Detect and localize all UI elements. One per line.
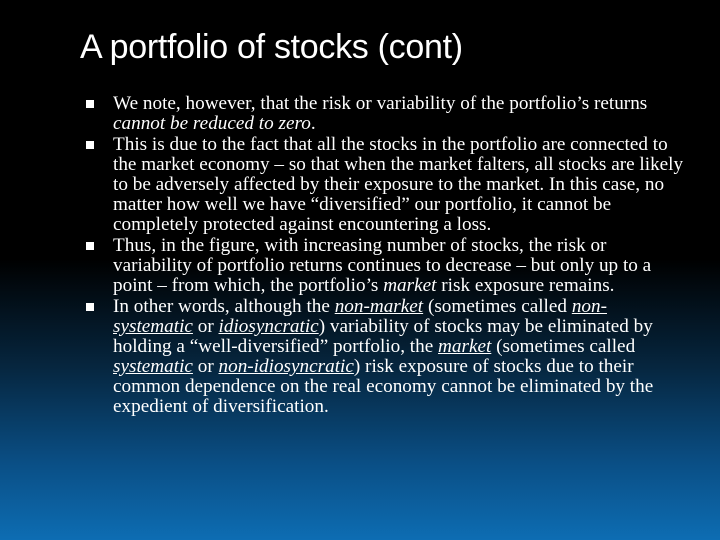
bullet-item xyxy=(86,297,686,417)
bullet-text-run: Thus, in the figure, with increasing number of stocks, the risk or variability of portfolio returns continues to decrease – but only up to a point – from which, the portfolio’s xyxy=(113,235,652,296)
bullet-square-icon xyxy=(86,100,94,108)
bullet-text-run: non-systematic xyxy=(113,296,607,337)
bullet-text-run: market xyxy=(438,336,492,357)
bullet-text-run: non-market xyxy=(334,296,424,317)
bullet-text-run: We note, however, that the risk or variability of the portfolio’s returns xyxy=(113,93,648,114)
bullet-item xyxy=(86,135,686,235)
bullet-text-run: cannot be reduced to zero xyxy=(113,113,311,134)
bullet-text-run: ) risk exposure of stocks due to their common dependence on the real economy cannot be eliminated by the expedient of diversification. xyxy=(113,356,654,417)
bullet-square-icon xyxy=(86,303,94,311)
bullet-text-run: risk exposure remains. xyxy=(436,275,615,296)
bullet-square-icon xyxy=(86,242,94,250)
bullet-square-icon xyxy=(86,141,94,149)
bullet-text-run: ) variability of stocks may be eliminated by holding a “well-diversified” portfolio, the xyxy=(113,316,653,357)
bullet-text-run: (sometimes called xyxy=(423,296,572,317)
bullet-text-run: In other words, although the xyxy=(113,296,335,317)
bullet-text-run: non-idiosyncratic xyxy=(218,356,354,377)
slide-title: A portfolio of stocks (cont) xyxy=(80,28,463,66)
bullet-item xyxy=(86,94,686,134)
bullet-text-run: . xyxy=(310,113,316,134)
bullet-item xyxy=(86,236,686,296)
bullet-text-run: market xyxy=(383,275,437,296)
bullet-text-run: systematic xyxy=(113,356,193,377)
bullet-text-run: idiosyncratic xyxy=(218,316,319,337)
bullet-list xyxy=(86,94,686,418)
bullet-text-run: or xyxy=(192,356,219,377)
bullet-text-run: (sometimes called xyxy=(491,336,636,357)
bullet-text-run: or xyxy=(192,316,219,337)
bullet-text-run: This is due to the fact that all the stocks in the portfolio are connected to the market economy – so that when the market falters, all stocks are likely to be adversely affected by their exposure to the market. In this case, no matter how well we have “diversified” our portfolio, it cannot be completely protected against encountering a loss. xyxy=(113,134,684,235)
